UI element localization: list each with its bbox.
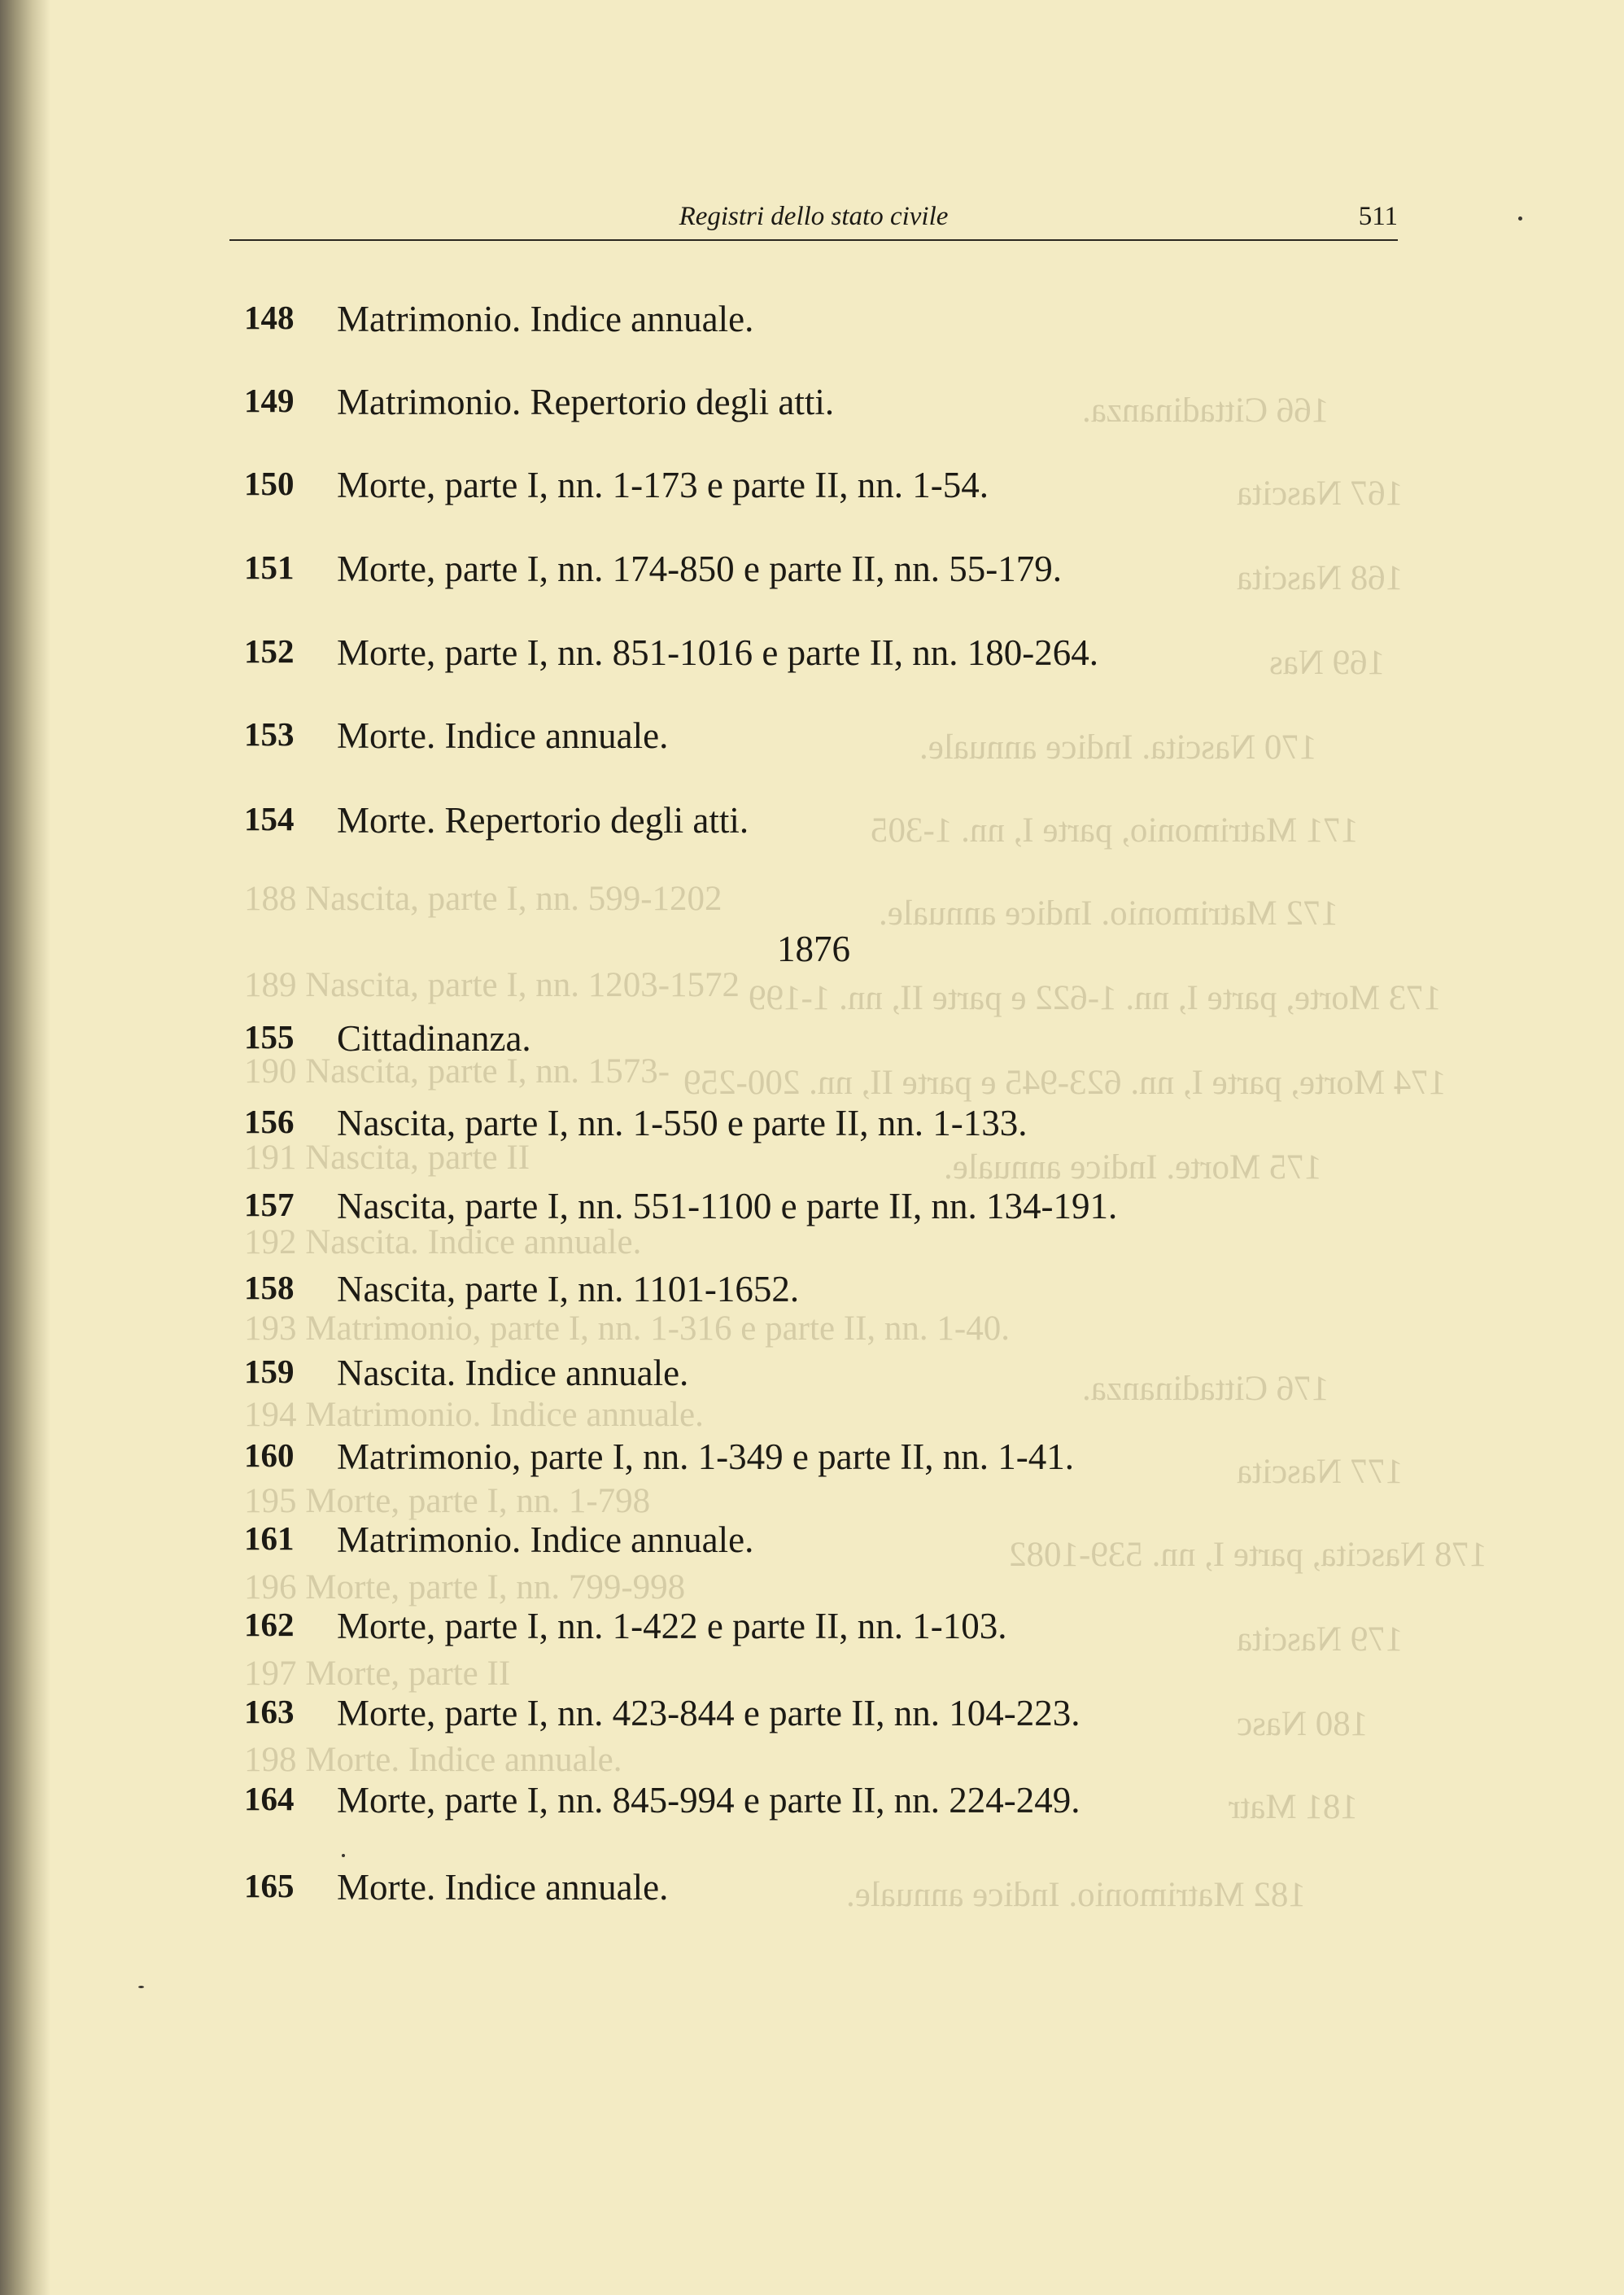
list-item	[244, 381, 1383, 430]
list-item	[244, 1779, 1383, 1828]
list-item	[244, 548, 1383, 597]
bleed-through-text: 188 Nascita, parte I, nn. 599-1202	[244, 880, 723, 918]
list-item	[244, 1268, 1383, 1317]
entry-number: 162	[244, 1606, 295, 1643]
bleed-through-text: 175 Morte. Indice annuale.	[944, 1148, 1322, 1187]
entry-number: 155	[244, 1018, 295, 1056]
bleed-through-text: 171 Matrimonio, parte I, nn. 1-305	[871, 811, 1359, 850]
entry-text: Morte. Indice annuale.	[337, 1867, 669, 1908]
entry-number: 158	[244, 1269, 295, 1306]
entry-number: 153	[244, 715, 295, 753]
bleed-through-text: 173 Morte, parte I, nn. 1-622 e parte II, nn. 1-199	[749, 979, 1442, 1017]
bleed-through-text: 179 Nascita	[1237, 1620, 1404, 1659]
paper-speck	[1518, 216, 1522, 221]
entry-text: Morte. Indice annuale.	[337, 715, 669, 756]
bleed-through-text: 181 Matr	[1229, 1788, 1358, 1826]
bleed-through-text: 177 Nascita	[1237, 1453, 1404, 1491]
entry-number: 163	[244, 1693, 295, 1730]
list-item	[244, 1692, 1383, 1741]
list-item	[244, 1605, 1383, 1654]
bleed-through-text: 170 Nascita. Indice annuale.	[919, 728, 1317, 767]
entry-number: 150	[244, 465, 295, 502]
page-number: 511	[1358, 202, 1398, 231]
list-item	[244, 715, 1383, 763]
entry-text: Morte, parte I, nn. 851-1016 e parte II, nn. 180-264.	[337, 632, 1098, 673]
entry-number: 164	[244, 1780, 295, 1817]
entry-text: Morte, parte I, nn. 423-844 e parte II, nn. 104-223.	[337, 1693, 1080, 1733]
header-rule	[229, 239, 1398, 241]
bleed-through-text: 198 Morte. Indice annuale.	[244, 1741, 622, 1779]
entry-number: 161	[244, 1519, 295, 1557]
bleed-through-text: 194 Matrimonio. Indice annuale.	[244, 1396, 704, 1434]
entry-text: Nascita, parte I, nn. 1-550 e parte II, nn. 1-133.	[337, 1103, 1028, 1143]
list-item	[244, 1102, 1383, 1151]
paper-speck	[342, 1854, 345, 1857]
entry-text: Morte, parte I, nn. 174-850 e parte II, nn. 55-179.	[337, 549, 1062, 589]
list-item	[244, 632, 1383, 680]
entry-number: 148	[244, 299, 295, 336]
entry-number: 149	[244, 382, 295, 419]
list-item	[244, 1519, 1383, 1567]
header-title: Registri dello stato civile	[679, 202, 949, 231]
bleed-through-text: 167 Nascita	[1237, 474, 1404, 513]
bleed-through-text: 189 Nascita, parte I, nn. 1203-1572	[244, 966, 740, 1004]
list-item	[244, 1185, 1383, 1234]
bleed-through-text: 180 Nasc	[1237, 1705, 1369, 1743]
entry-number: 159	[244, 1353, 295, 1390]
entry-number: 151	[244, 549, 295, 586]
list-item	[244, 1352, 1383, 1401]
entry-number: 157	[244, 1186, 295, 1223]
running-header	[229, 192, 1398, 241]
list-item	[244, 1017, 1383, 1066]
bleed-through-text: 169 Nas	[1269, 644, 1386, 682]
bleed-through-text: 197 Morte, parte II	[244, 1655, 511, 1693]
entry-text: Morte, parte I, nn. 1-422 e parte II, nn. 1-103.	[337, 1606, 1007, 1646]
entry-text: Matrimonio, parte I, nn. 1-349 e parte II, nn. 1-41.	[337, 1436, 1074, 1477]
list-item	[244, 799, 1383, 848]
entry-text: Matrimonio. Indice annuale.	[337, 299, 754, 339]
bleed-through-text: 196 Morte, parte I, nn. 799-998	[244, 1568, 686, 1606]
entry-number: 165	[244, 1867, 295, 1904]
bleed-through-text: 168 Nascita	[1237, 559, 1404, 597]
list-item	[244, 1436, 1383, 1484]
paper-speck	[138, 1986, 144, 1988]
entry-text: Nascita. Indice annuale.	[337, 1353, 689, 1393]
bleed-through-text: 182 Matrimonio. Indice annuale.	[846, 1876, 1306, 1914]
bleed-through-text: 174 Morte, parte I, nn. 623-945 e parte II, nn. 200-259	[683, 1064, 1447, 1102]
entry-number: 160	[244, 1436, 295, 1474]
bleed-through-text: 166 Cittadinanza.	[1082, 391, 1329, 430]
entry-text: Nascita, parte I, nn. 551-1100 e parte II, nn. 134-191.	[337, 1186, 1118, 1226]
entry-number: 152	[244, 632, 295, 670]
entry-text: Nascita, parte I, nn. 1101-1652.	[337, 1269, 800, 1309]
entry-text: Morte. Repertorio degli atti.	[337, 800, 749, 841]
list-item	[244, 1866, 1383, 1915]
entry-number: 154	[244, 800, 295, 837]
bleed-through-text: 192 Nascita. Indice annuale.	[244, 1223, 642, 1261]
page-gutter-shadow	[0, 0, 50, 2295]
bleed-through-text: 191 Nascita, parte II	[244, 1139, 530, 1177]
entry-number: 156	[244, 1103, 295, 1140]
bleed-through-text: 190 Nascita, parte I, nn. 1573-	[244, 1052, 670, 1091]
entry-text: Morte, parte I, nn. 845-994 e parte II, nn. 224-249.	[337, 1780, 1080, 1821]
entry-text: Cittadinanza.	[337, 1018, 531, 1059]
list-item	[244, 298, 1383, 347]
year-heading: 1876	[777, 929, 850, 969]
entry-text: Matrimonio. Repertorio degli atti.	[337, 382, 835, 422]
bleed-through-text: 176 Cittadinanza.	[1082, 1370, 1329, 1408]
entry-text: Morte, parte I, nn. 1-173 e parte II, nn. 1-54.	[337, 465, 989, 505]
bleed-through-text: 178 Nascita, parte I, nn. 539-1082	[1009, 1536, 1487, 1574]
list-item	[244, 464, 1383, 513]
entry-text: Matrimonio. Indice annuale.	[337, 1519, 754, 1560]
bleed-through-text: 195 Morte, parte I, nn. 1-798	[244, 1482, 651, 1520]
bleed-through-text: 193 Matrimonio, parte I, nn. 1-316 e parte II, nn. 1-40.	[244, 1309, 1010, 1348]
bleed-through-text: 172 Matrimonio. Indice annuale.	[879, 894, 1338, 933]
